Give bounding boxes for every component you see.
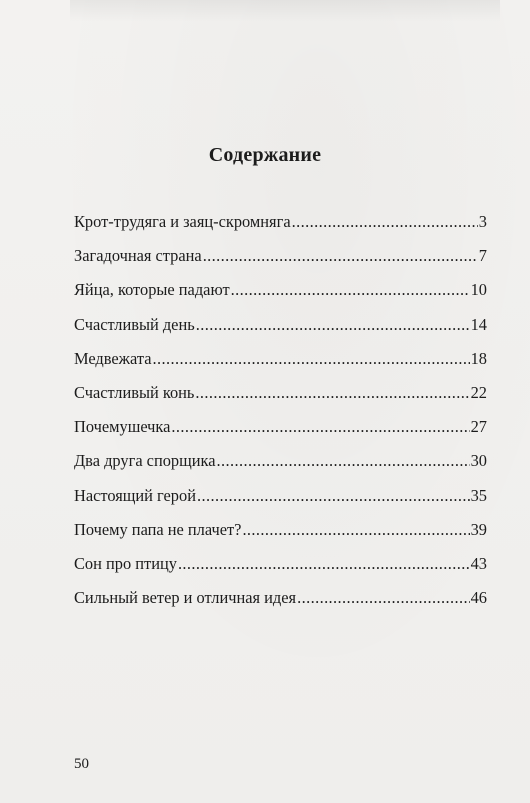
toc-dot-leader xyxy=(195,383,469,403)
toc-dot-leader xyxy=(297,588,470,608)
table-of-contents xyxy=(74,212,487,622)
toc-entry-page: 27 xyxy=(470,417,487,437)
toc-entry-page: 46 xyxy=(470,588,487,608)
toc-entry xyxy=(74,588,487,622)
toc-entry-page: 39 xyxy=(470,519,487,539)
toc-entry-title: Настоящий герой xyxy=(74,485,196,505)
toc-entry xyxy=(74,315,487,349)
show-through-shadow xyxy=(70,0,500,22)
toc-entry xyxy=(74,212,487,246)
toc-entry-page: 35 xyxy=(470,485,487,505)
toc-entry-title: Почему папа не плачет? xyxy=(74,519,242,539)
toc-entry xyxy=(74,383,487,417)
toc-entry-title: Сильный ветер и отличная идея xyxy=(74,588,297,608)
toc-entry-title: Почемушечка xyxy=(74,417,171,437)
page-number: 50 xyxy=(74,756,89,772)
toc-dot-leader xyxy=(292,212,478,232)
toc-dot-leader xyxy=(196,315,470,335)
toc-entry xyxy=(74,349,487,383)
toc-dot-leader xyxy=(203,246,478,266)
toc-entry-page: 43 xyxy=(470,553,487,573)
toc-entry-title: Счастливый день xyxy=(74,314,195,334)
toc-entry-title: Яйца, которые падают xyxy=(74,280,230,300)
toc-dot-leader xyxy=(231,280,470,300)
toc-dot-leader xyxy=(171,417,469,437)
toc-entry-page: 10 xyxy=(470,280,487,300)
toc-entry-page: 30 xyxy=(470,451,487,471)
toc-entry xyxy=(74,486,487,520)
toc-dot-leader xyxy=(153,349,470,369)
toc-entry xyxy=(74,417,487,451)
toc-entry xyxy=(74,520,487,554)
toc-entry-page: 22 xyxy=(470,382,487,402)
toc-entry-title: Счастливый конь xyxy=(74,382,195,402)
toc-entry-page: 3 xyxy=(478,212,487,231)
toc-entry-page: 18 xyxy=(470,348,487,368)
toc-dot-leader xyxy=(217,451,470,471)
toc-dot-leader xyxy=(242,520,469,540)
toc-dot-leader xyxy=(178,554,470,574)
page-title: Содержание xyxy=(208,144,322,166)
toc-entry xyxy=(74,246,487,280)
toc-entry-page: 14 xyxy=(470,314,487,334)
toc-entry-title: Загадочная страна xyxy=(74,246,202,266)
toc-entry-title: Два друга спорщика xyxy=(74,451,216,471)
toc-entry-title: Крот-трудяга и заяц-скромняга xyxy=(74,212,291,231)
toc-entry-page: 7 xyxy=(478,246,487,266)
toc-entry-title: Медвежата xyxy=(74,348,152,368)
toc-entry xyxy=(74,280,487,314)
toc-dot-leader xyxy=(197,486,470,506)
toc-entry xyxy=(74,554,487,588)
toc-entry-title: Сон про птицу xyxy=(74,553,177,573)
toc-entry xyxy=(74,451,487,485)
